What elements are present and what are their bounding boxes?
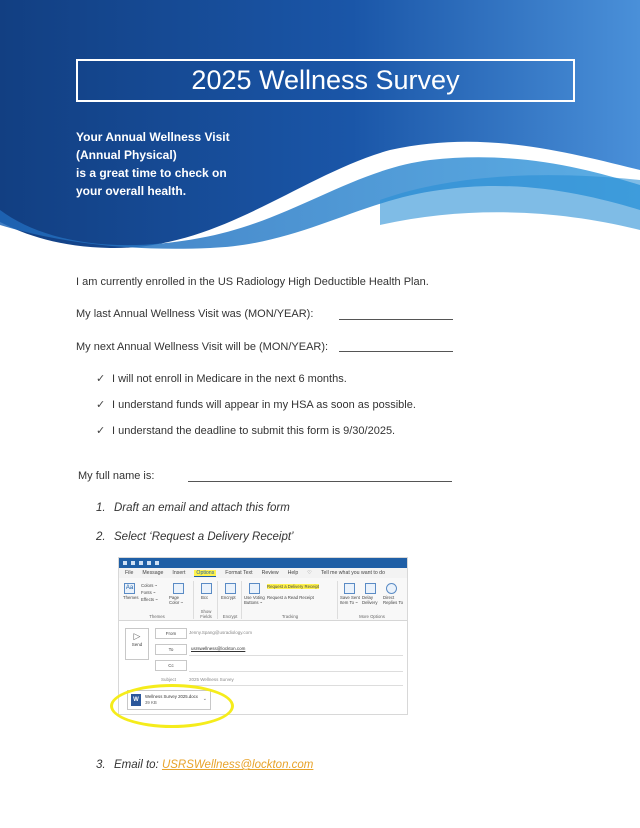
step-text: Select ‘Request a Delivery Receipt’ xyxy=(114,531,294,543)
subject-label: Subject xyxy=(161,677,177,682)
tab-insert[interactable]: Insert xyxy=(172,570,186,576)
bcc-button[interactable]: Bcc xyxy=(201,595,209,600)
attachment-size: 39 KB xyxy=(145,700,157,705)
step-text: Email to: xyxy=(114,759,159,771)
check-text: I will not enroll in Medicare in the next 6 months. xyxy=(112,373,347,385)
from-value: Jenny.Spang@usradiology.com xyxy=(189,630,252,635)
check-text: I understand the deadline to submit this form is 9/30/2025. xyxy=(112,425,396,437)
save-sent-button[interactable]: Save Sent Item To ~ xyxy=(340,595,360,605)
check-mark-icon: ✓ xyxy=(96,373,106,385)
email-link[interactable]: USRSWellness@lockton.com xyxy=(161,759,314,771)
tab-file[interactable]: File xyxy=(125,570,134,576)
step-2 xyxy=(96,531,294,543)
group-themes xyxy=(121,581,194,619)
intro-line: your overall health. xyxy=(76,184,187,198)
check-mark-icon: ✓ xyxy=(96,425,106,437)
subject-value[interactable]: 2025 Wellness Survey xyxy=(189,677,234,682)
group-encrypt xyxy=(219,581,242,619)
themes-icon: Aa xyxy=(124,583,135,594)
check-item xyxy=(96,398,416,411)
fonts-button[interactable]: Fonts ~ xyxy=(141,590,156,595)
lightbulb-icon: ♡ xyxy=(307,570,312,576)
down-arrow-icon xyxy=(155,561,159,565)
step-number: 1. xyxy=(96,502,106,514)
next-visit-blank[interactable] xyxy=(339,351,453,352)
cc-button[interactable]: Cc xyxy=(155,660,187,671)
tab-help[interactable]: Help xyxy=(287,570,299,576)
effects-button[interactable]: Effects ~ xyxy=(141,597,158,602)
step-1 xyxy=(96,502,290,514)
page-title: 2025 Wellness Survey xyxy=(76,59,575,102)
step-number: 2. xyxy=(96,531,106,543)
colors-button[interactable]: Colors ~ xyxy=(141,583,158,588)
intro-text xyxy=(76,128,230,200)
to-button[interactable]: To xyxy=(155,644,187,655)
check-text: I understand funds will appear in my HSA as soon as possible. xyxy=(112,399,416,411)
request-delivery-receipt-checkbox[interactable]: Request a Delivery Receipt xyxy=(267,584,320,589)
encrypt-button[interactable]: Encrypt xyxy=(221,595,236,600)
intro-line: Your Annual Wellness Visit xyxy=(76,130,230,144)
next-visit-label: My next Annual Wellness Visit will be (MON/YEAR): xyxy=(76,341,329,353)
direct-replies-icon xyxy=(386,583,397,594)
group-tracking xyxy=(243,581,338,619)
group-label: Show Fields xyxy=(200,609,212,619)
group-label: Tracking xyxy=(281,614,299,619)
check-mark-icon: ✓ xyxy=(96,399,106,411)
direct-replies-button[interactable]: Direct Replies To xyxy=(383,595,403,605)
outlook-titlebar xyxy=(119,558,407,568)
word-document-icon: W xyxy=(131,694,141,706)
full-name-label: My full name is: xyxy=(78,470,155,482)
ribbon-tabs xyxy=(119,568,407,578)
step-number: 3. xyxy=(96,759,106,771)
save-sent-icon xyxy=(344,583,355,594)
last-visit-blank[interactable] xyxy=(339,319,453,320)
tab-review[interactable]: Review xyxy=(261,570,279,576)
tab-options[interactable]: Options xyxy=(196,569,215,576)
group-label: Themes xyxy=(149,614,165,619)
use-voting-button[interactable]: Use Voting Buttons ~ xyxy=(244,595,265,605)
step-3 xyxy=(96,759,313,771)
page-color-button[interactable]: Page Color ~ xyxy=(169,595,183,605)
send-label: Send xyxy=(131,642,143,647)
last-visit-label: My last Annual Wellness Visit was (MON/YEAR): xyxy=(76,308,314,320)
to-value[interactable]: usrswellness@lockton.com xyxy=(191,646,246,651)
cc-underline xyxy=(189,671,403,672)
voting-icon xyxy=(249,583,260,594)
send-button[interactable] xyxy=(125,628,149,660)
themes-button[interactable]: Themes xyxy=(123,595,139,600)
group-more-options xyxy=(339,581,405,619)
request-read-receipt-checkbox[interactable]: Request a Read Receipt xyxy=(267,595,314,600)
bcc-icon xyxy=(201,583,212,594)
undo-icon xyxy=(131,561,135,565)
to-underline xyxy=(189,655,403,656)
delay-icon xyxy=(365,583,376,594)
highlight-circle xyxy=(110,684,234,728)
delay-delivery-button[interactable]: Delay Delivery xyxy=(362,595,378,605)
full-name-blank[interactable] xyxy=(188,481,452,482)
tab-message[interactable]: Message xyxy=(142,570,164,576)
group-show-fields xyxy=(195,581,218,619)
chevron-down-icon[interactable]: ⌄ xyxy=(202,696,207,702)
check-item xyxy=(96,372,347,385)
check-item xyxy=(96,424,395,437)
attachment-name: Wellness Survey 2025.docx xyxy=(145,694,198,699)
lock-icon xyxy=(225,583,236,594)
group-label: Encrypt xyxy=(222,614,238,619)
enrolled-statement: I am currently enrolled in the US Radiology High Deductible Health Plan. xyxy=(76,276,429,288)
intro-line: is a great time to check on xyxy=(76,166,227,180)
from-button[interactable]: From xyxy=(155,628,187,639)
send-icon: ▷ xyxy=(133,631,141,641)
intro-line: (Annual Physical) xyxy=(76,148,177,162)
up-arrow-icon xyxy=(147,561,151,565)
page-color-icon xyxy=(173,583,184,594)
header-banner xyxy=(0,0,640,250)
tab-format-text[interactable]: Format Text xyxy=(225,570,253,576)
group-label: More Options xyxy=(359,614,385,619)
step-text: Draft an email and attach this form xyxy=(114,502,290,514)
tell-me-search[interactable]: Tell me what you want to do xyxy=(320,570,385,576)
save-icon xyxy=(123,561,127,565)
redo-icon xyxy=(139,561,143,565)
ribbon xyxy=(119,578,407,621)
